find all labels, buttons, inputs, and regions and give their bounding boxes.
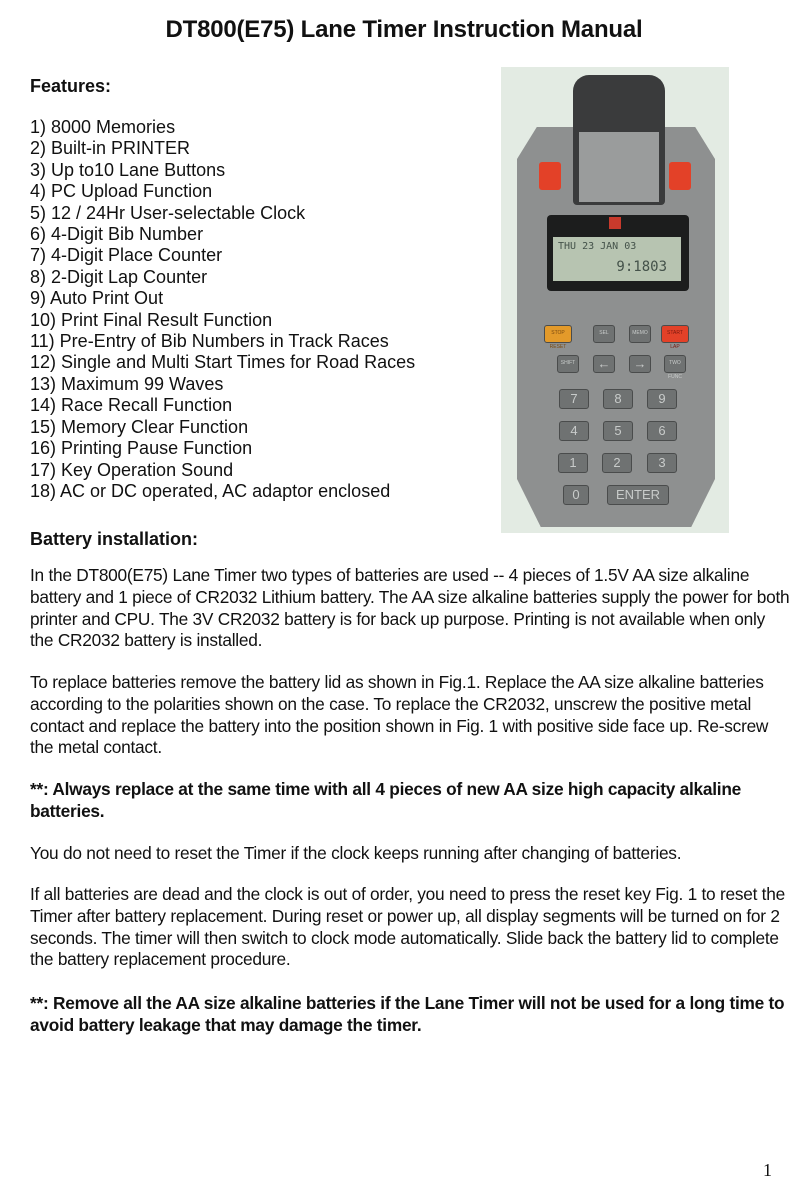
key-0: 0: [563, 485, 589, 505]
battery-note-2: **: Remove all the AA size alkaline batteries if the Lane Timer will not be used for a long time to avoid battery leakage that may damage the timer.: [30, 993, 785, 1035]
key-stop-reset: STOP RESET: [544, 325, 572, 343]
feature-item: 8) 2-Digit Lap Counter: [30, 266, 208, 287]
key-left-arrow-icon: ←: [593, 355, 615, 373]
key-memo: MEMO: [629, 325, 651, 343]
key-5: 5: [603, 421, 633, 441]
key-sel: SEL: [593, 325, 615, 343]
key-3: 3: [647, 453, 677, 473]
key-8: 8: [603, 389, 633, 409]
page-number: 1: [763, 1160, 772, 1180]
key-shift: SHIFT: [557, 355, 579, 373]
battery-paragraph-1: In the DT800(E75) Lane Timer two types of batteries are used -- 4 pieces of 1.5V AA size alkaline battery and 1 piece of CR2032 Lithium battery. The AA size alkaline batteries supply the power for both printer and CPU. The 3V CR2032 battery is for back up purpose. Printing is not available when only the CR2032 battery is installed.: [30, 565, 790, 651]
feature-item: 11) Pre-Entry of Bib Numbers in Track Races: [30, 331, 389, 352]
feature-item: 2) Built-in PRINTER: [30, 138, 191, 159]
battery-note-1: **: Always replace at the same time with all 4 pieces of new AA size high capacity alkaline batteries.: [30, 779, 742, 821]
features-heading: Features:: [30, 76, 112, 96]
lcd-date: THU 23 JAN 03: [558, 241, 637, 252]
feature-item: 15) Memory Clear Function: [30, 416, 249, 437]
feature-item: 6) 4-Digit Bib Number: [30, 224, 204, 245]
key-4: 4: [559, 421, 589, 441]
battery-heading: Battery installation:: [30, 529, 199, 549]
features-list: [30, 117, 415, 502]
feature-item: 5) 12 / 24Hr User-selectable Clock: [30, 202, 306, 223]
key-9: 9: [647, 389, 677, 409]
key-right-arrow-icon: →: [629, 355, 651, 373]
key-6: 6: [647, 421, 677, 441]
feature-item: 14) Race Recall Function: [30, 395, 233, 416]
lcd-display: [553, 237, 681, 281]
feature-item: 1) 8000 Memories: [30, 117, 176, 137]
right-lane-button: [669, 162, 691, 190]
brand-logo-icon: [609, 217, 621, 229]
key-enter: ENTER: [607, 485, 669, 505]
feature-item: 9) Auto Print Out: [30, 288, 164, 309]
battery-paragraph-2: To replace batteries remove the battery lid as shown in Fig.1. Replace the AA size alkaline batteries according to the polarities shown on the case. To replace the CR2032, unscrew the positive metal contact and replace the battery into the position shown in Fig. 1 with positive side face up. Re-screw the metal contact.: [30, 672, 769, 758]
feature-item: 7) 4-Digit Place Counter: [30, 245, 223, 266]
lane-timer-photo: [501, 67, 729, 533]
key-2: 2: [602, 453, 632, 473]
feature-item: 4) PC Upload Function: [30, 181, 213, 202]
key-two-func: TWO FUNC: [664, 355, 686, 373]
battery-paragraph-3: You do not need to reset the Timer if the clock keeps running after changing of batteries.: [30, 843, 682, 863]
key-start-lap: START LAP: [661, 325, 689, 343]
feature-item: 18) AC or DC operated, AC adaptor enclosed: [30, 480, 391, 501]
key-1: 1: [558, 453, 588, 473]
battery-paragraph-4: If all batteries are dead and the clock is out of order, you need to press the reset key Fig. 1 to reset the Timer after battery replacement. During reset or power up, all display segments will be turned on for 2 seconds. The timer will then switch to clock mode automatically. Slide back the battery lid to complete the battery replacement procedure.: [30, 884, 785, 970]
key-7: 7: [559, 389, 589, 409]
feature-item: 10) Print Final Result Function: [30, 309, 273, 330]
feature-item: 16) Printing Pause Function: [30, 438, 253, 459]
lcd-time: 9:1803: [616, 259, 667, 275]
left-lane-button: [539, 162, 561, 190]
feature-item: 13) Maximum 99 Waves: [30, 373, 224, 394]
feature-item: 12) Single and Multi Start Times for Road Races: [30, 352, 416, 373]
printer-paper-window: [579, 132, 659, 202]
feature-item: 17) Key Operation Sound: [30, 459, 234, 480]
feature-item: 3) Up to10 Lane Buttons: [30, 159, 226, 180]
document-title: DT800(E75) Lane Timer Instruction Manual: [165, 16, 643, 43]
